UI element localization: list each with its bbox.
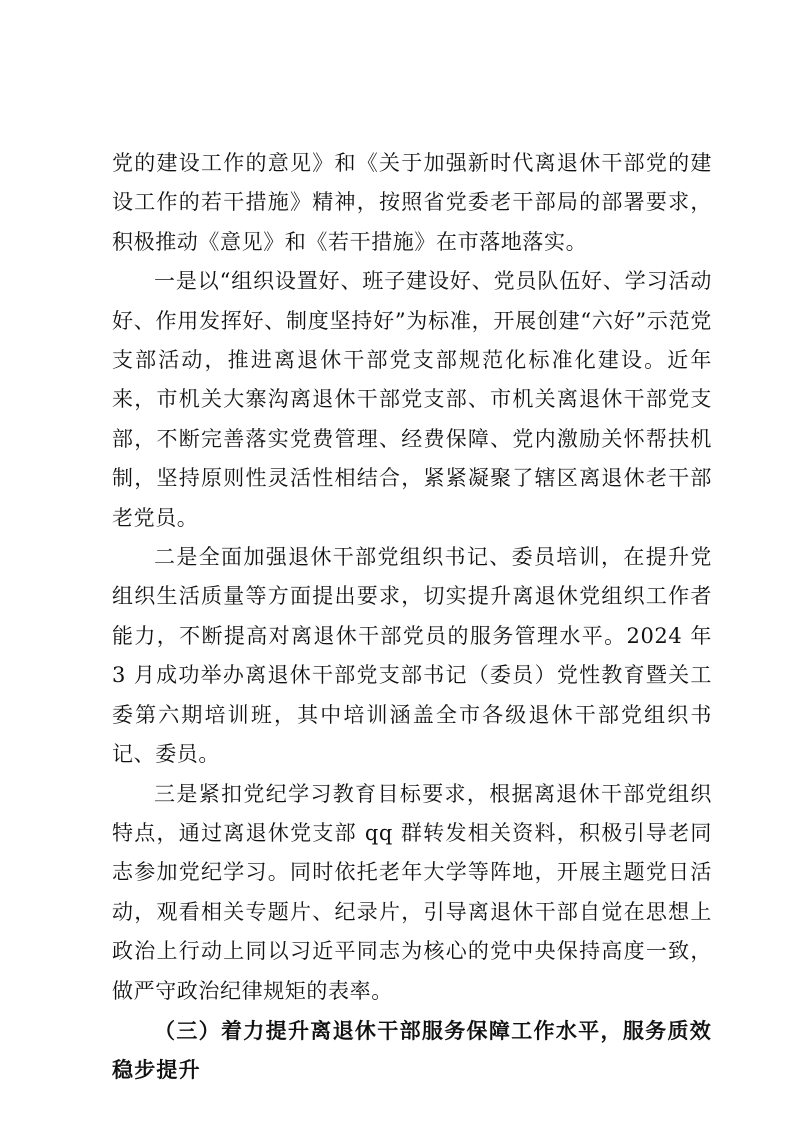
document-body (112, 144, 712, 1090)
paragraph-point-two: 二是全面加强退休干部党组织书记、委员培训，在提升党组织生活质量等方面提出要求，切实提升离退休党组织工作者能力，不断提高对离退休干部党员的服务管理水平。2024 年 3 月成功举办离退休干部党支部书记（委员）党性教育暨关工委第六期培训班，其中培训涵盖全市各级退休干部党组织书记、委员。 (112, 545, 712, 767)
paragraph-point-one: 一是以“组织设置好、班子建设好、党员队伍好、学习活动好、作用发挥好、制度坚持好”为标准，开展创建“六好”示范党支部活动，推进离退休干部党支部规范化标准化建设。近年来，市机关大寨沟离退休干部党支部、市机关离退休干部党支部，不断完善落实党费管理、经费保障、党内激励关怀帮扶机制，坚持原则性灵活性相结合，紧紧凝聚了辖区离退休老干部老党员。 (112, 269, 712, 530)
paragraph-continuation: 党的建设工作的意见》和《关于加强新时代离退休干部党的建设工作的若干措施》精神，按照省党委老干部局的部署要求，积极推动《意见》和《若干措施》在市落地落实。 (112, 151, 712, 254)
paragraph-point-three: 三是紧扣党纪学习教育目标要求，根据离退休干部党组织特点，通过离退休党支部 qq 群转发相关资料，积极引导老同志参加党纪学习。同时依托老年大学等阵地，开展主题党日活动，观看相关专题片、纪录片，引导离退休干部自觉在思想上政治上行动上同以习近平同志为核心的党中央保持高度一致，做严守政治纪律规矩的表率。 (112, 781, 712, 1003)
section-heading: （三）着力提升离退休干部服务保障工作水平，服务质效稳步提升 (112, 1017, 712, 1083)
